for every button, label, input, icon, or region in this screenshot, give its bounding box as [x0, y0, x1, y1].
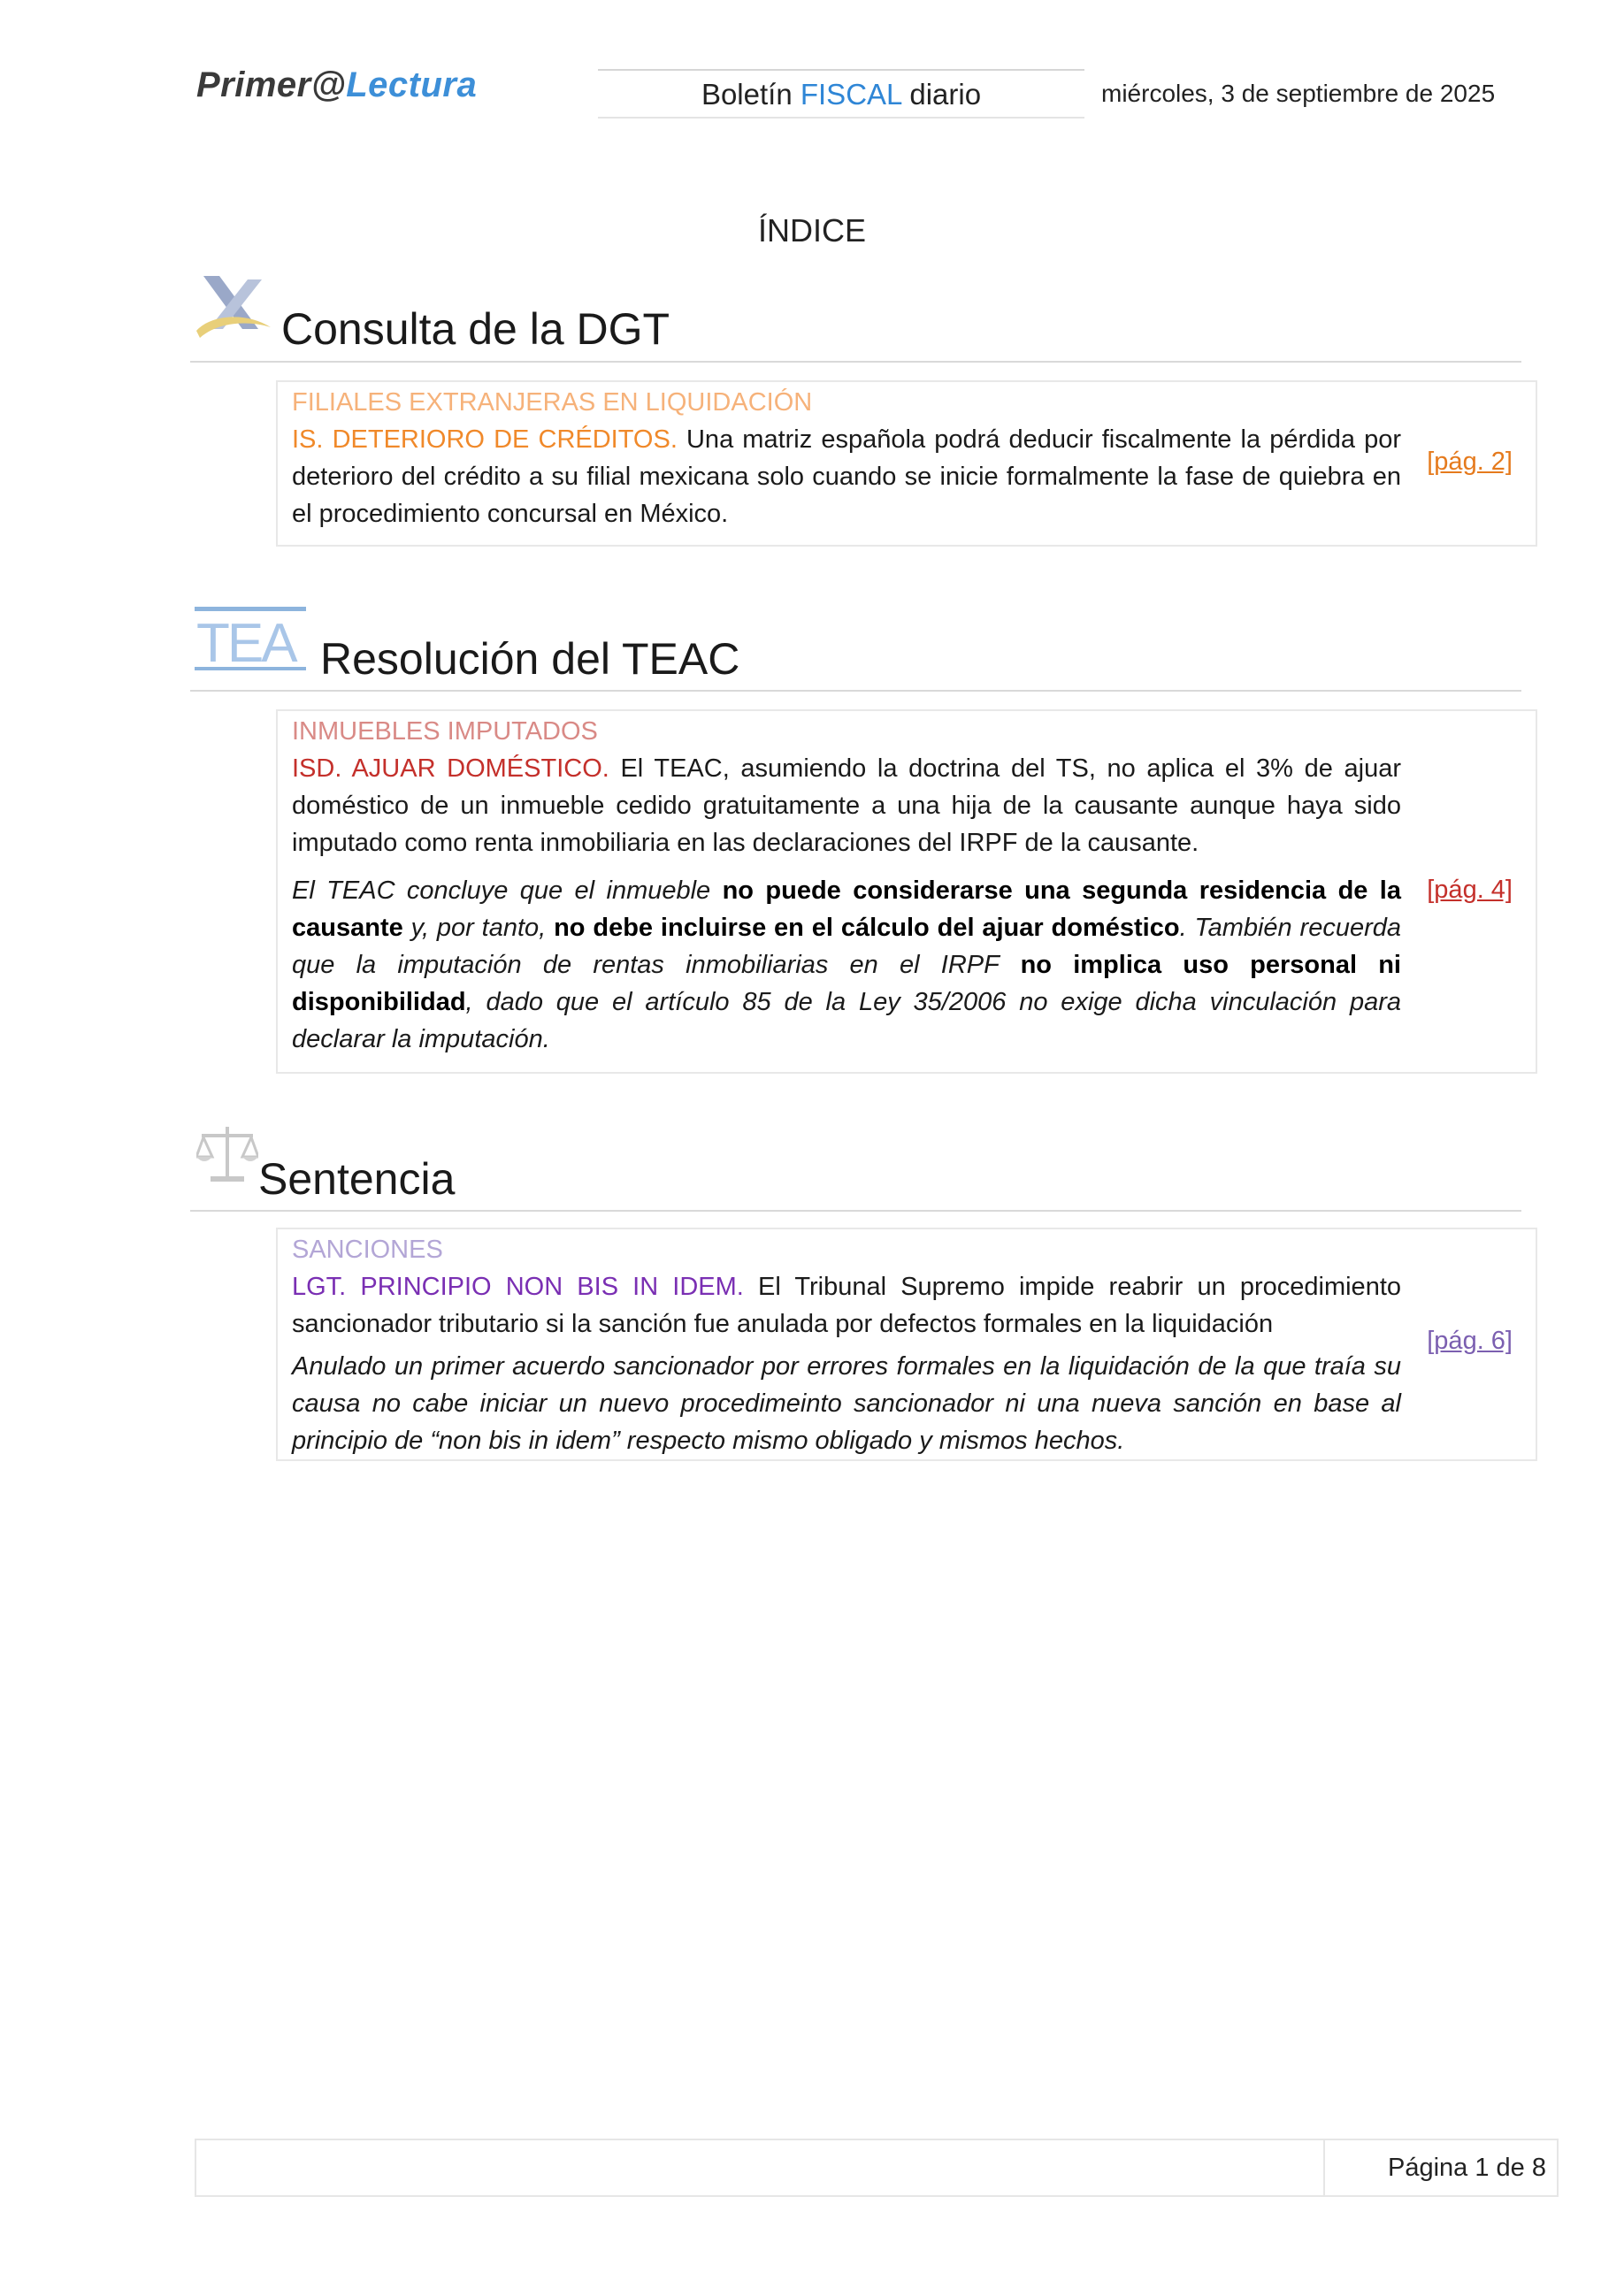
- summary-box-dgt: [276, 380, 1537, 547]
- section-title-sentencia: Sentencia: [258, 1154, 456, 1204]
- bulletin-prefix: Boletín: [701, 78, 801, 111]
- category-label: INMUEBLES IMPUTADOS: [292, 717, 598, 746]
- note-text: . También recuerda que la imputación de rentas inmobiliarias en el IRPF: [292, 914, 1402, 979]
- subject-label: LGT. PRINCIPIO NON BIS IN IDEM.: [292, 1273, 744, 1301]
- section-title-teac: Resolución del TEAC: [320, 634, 740, 684]
- svg-text:TEA: TEA: [196, 613, 295, 674]
- logo-part2: Lectura: [346, 65, 478, 104]
- subject-label: ISD. AJUAR DOMÉSTICO.: [292, 754, 609, 783]
- summary-note: Anulado un primer acuerdo sancionador por errores formales en la liquidación de la que traía su causa no cabe iniciar un nuevo procedimeinto sancionador ni una nueva sanción en base al principio de “non bis in idem” respecto mismo obligado y mismos hechos.: [292, 1352, 1401, 1455]
- agencia-tributaria-icon: [193, 276, 272, 343]
- header-date: miércoles, 3 de septiembre de 2025: [1101, 80, 1496, 107]
- index-title: ÍNDICE: [757, 212, 866, 249]
- summary-text: El Tribunal Supremo impide reabrir un procedimiento sancionador tributario si la sanción fue anulada por defectos formales en la liquidación: [292, 1273, 1402, 1338]
- brand-logo: [196, 65, 477, 105]
- note-text: El TEAC concluye que el inmueble: [292, 876, 723, 905]
- summary-box-sentencia: [276, 1228, 1537, 1461]
- subject-label: IS. DETERIORO DE CRÉDITOS.: [292, 425, 678, 454]
- page-number: Página 1 de 8: [1388, 2154, 1546, 2182]
- bulletin-suffix: diario: [901, 78, 982, 111]
- note-emphasis: no puede considerarse una segunda residencia de la causante: [292, 876, 1401, 942]
- scales-of-justice-icon: [196, 1123, 258, 1187]
- section-rule-sentencia: [190, 1210, 1521, 1212]
- section-title-dgt: Consulta de la DGT: [281, 304, 670, 354]
- note-emphasis: no debe incluirse en el cálculo del ajuar doméstico: [554, 914, 1180, 942]
- bulletin-highlight: FISCAL: [800, 78, 902, 111]
- tea-logo-icon: [195, 603, 306, 674]
- section-rule-teac: [190, 690, 1521, 692]
- footer-divider: [1323, 2139, 1325, 2197]
- logo-part1: Primer@: [196, 65, 347, 104]
- section-rule-dgt: [190, 361, 1521, 363]
- summary-note: [292, 872, 1401, 1058]
- page-link-dgt[interactable]: [pág. 2]: [1427, 448, 1513, 476]
- summary-text: El TEAC, asumiendo la doctrina del TS, no aplica el 3% de ajuar doméstico de un inmueble cedido gratuitamente a una hija de la causante aunque haya sido imputado como renta inmobiliaria en las declaraciones del IRPF de la causante.: [292, 754, 1401, 857]
- summary-box-teac: [276, 709, 1537, 1074]
- category-label: FILIALES EXTRANJERAS EN LIQUIDACIÓN: [292, 388, 813, 417]
- summary-text: Una matriz española podrá deducir fiscalmente la pérdida por deterioro del crédito a su filial mexicana solo cuando se inicie formalmente la fase de quiebra en el procedimiento concursal en México.: [292, 425, 1401, 528]
- category-label: SANCIONES: [292, 1236, 443, 1264]
- page-link-sentencia[interactable]: [pág. 6]: [1427, 1327, 1513, 1355]
- note-text: y, por tanto,: [402, 914, 555, 942]
- bulletin-title: [598, 69, 1084, 119]
- page-link-teac[interactable]: [pág. 4]: [1427, 876, 1513, 904]
- note-emphasis: no implica uso personal ni disponibilidad: [292, 951, 1401, 1016]
- note-text: , dado que el artículo 85 de la Ley 35/2006 no exige dicha vinculación para declarar la imputación.: [292, 988, 1401, 1053]
